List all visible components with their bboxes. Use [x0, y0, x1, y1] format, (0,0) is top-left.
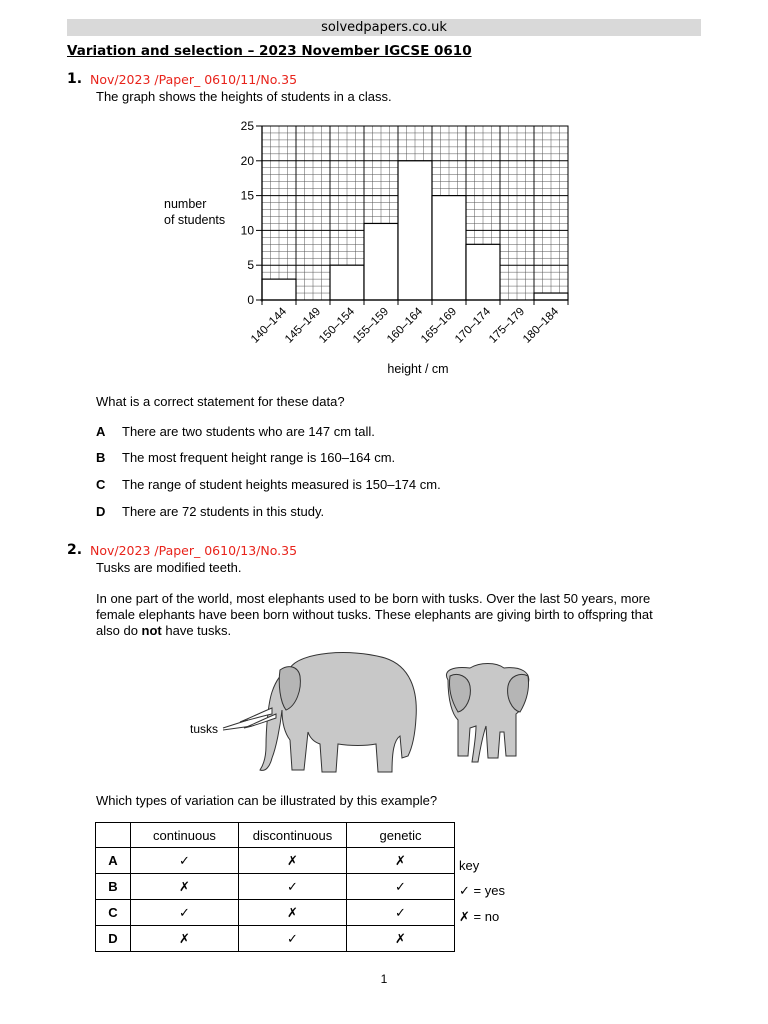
- header-continuous: continuous: [131, 823, 239, 848]
- histogram-bar: [398, 161, 432, 300]
- x-tick-label: 155–159: [350, 305, 392, 346]
- y-tick-label: 25: [240, 119, 254, 133]
- x-tick-label: 140–144: [248, 305, 290, 346]
- table-cell: ✓: [239, 874, 347, 900]
- q1-option-letter: D: [96, 504, 106, 519]
- key-yes: ✓ = yes: [459, 883, 505, 898]
- table-cell: ✓: [131, 900, 239, 926]
- y-axis-label: of students: [164, 213, 226, 227]
- table-cell: ✗: [347, 848, 455, 874]
- histogram-bar: [330, 265, 364, 300]
- y-tick-label: 5: [247, 258, 254, 273]
- q1-question: What is a correct statement for these data?: [96, 394, 345, 409]
- q2-paragraph-line: In one part of the world, most elephants used to be born with tusks. Over the last 50 years, more: [96, 591, 651, 606]
- histogram-bar: [534, 293, 568, 300]
- tusked-elephant-icon: [240, 653, 416, 772]
- q1-reference: Nov/2023 /Paper_ 0610/11/No.35: [90, 72, 298, 87]
- table-cell: ✗: [131, 926, 239, 952]
- y-tick-label: 10: [240, 223, 254, 238]
- histogram-bar: [432, 196, 466, 300]
- q2-number: 2.: [67, 542, 83, 558]
- histogram-bar: [364, 223, 398, 300]
- table-row: [96, 874, 455, 900]
- x-tick-label: 160–164: [384, 305, 426, 346]
- key-title: key: [459, 858, 480, 873]
- table-cell: ✗: [347, 926, 455, 952]
- y-tick-label: 0: [247, 293, 254, 307]
- table-cell: ✓: [239, 926, 347, 952]
- tusks-label: tusks: [190, 722, 219, 736]
- q2-paragraph-line: [96, 623, 231, 639]
- table-header-row: [96, 823, 455, 848]
- height-histogram: [150, 115, 590, 380]
- y-axis-label: number: [164, 197, 207, 211]
- q1-option-letter: B: [96, 450, 106, 465]
- histogram-bar: [262, 279, 296, 300]
- q2-intro: Tusks are modified teeth.: [96, 560, 242, 575]
- q2-reference: Nov/2023 /Paper_ 0610/13/No.35: [90, 543, 298, 558]
- x-tick-label: 175–179: [486, 305, 528, 346]
- histogram-bar: [466, 244, 500, 300]
- header-genetic: genetic: [347, 823, 455, 848]
- q1-option-letter: A: [96, 424, 106, 439]
- q2-text: have tusks.: [161, 623, 232, 638]
- table-cell: ✓: [347, 900, 455, 926]
- table-corner: [96, 823, 131, 848]
- x-tick-label: 180–184: [520, 305, 562, 346]
- variation-table: [95, 822, 455, 952]
- q2-paragraph-line: female elephants have been born without tusks. These elephants are giving birth to offspring that: [96, 607, 653, 622]
- x-tick-label: 165–169: [418, 305, 460, 346]
- x-tick-label: 145–149: [282, 305, 324, 346]
- x-tick-label: 170–174: [452, 305, 494, 346]
- x-tick-label: 150–154: [316, 305, 358, 346]
- row-letter: C: [96, 900, 131, 926]
- table-row: [96, 926, 455, 952]
- header-discontinuous: discontinuous: [239, 823, 347, 848]
- site-banner: solvedpapers.co.uk: [67, 19, 701, 36]
- q1-intro: The graph shows the heights of students in a class.: [96, 89, 392, 104]
- table-cell: ✓: [347, 874, 455, 900]
- y-tick-label: 15: [240, 188, 254, 203]
- row-letter: D: [96, 926, 131, 952]
- page-number: 1: [380, 972, 388, 986]
- q2-question: Which types of variation can be illustrated by this example?: [96, 793, 438, 808]
- table-cell: ✗: [131, 874, 239, 900]
- elephants-illustration: [180, 640, 560, 785]
- table-row: [96, 900, 455, 926]
- document-title: Variation and selection – 2023 November IGCSE 0610: [67, 43, 472, 59]
- tuskless-elephant-icon: [446, 664, 528, 763]
- y-tick-label: 20: [240, 153, 254, 168]
- table-cell: ✗: [239, 848, 347, 874]
- key-no: ✗ = no: [459, 909, 500, 924]
- q2-text: also do: [96, 623, 142, 638]
- q2-emphasis: not: [141, 623, 162, 638]
- q1-option-a: There are two students who are 147 cm tall.: [122, 424, 375, 439]
- q1-option-letter: C: [96, 477, 106, 492]
- table-row: [96, 848, 455, 874]
- x-axis-label: height / cm: [387, 362, 449, 376]
- q1-option-b: The most frequent height range is 160–164 cm.: [122, 450, 396, 465]
- q1-option-d: There are 72 students in this study.: [122, 504, 325, 519]
- row-letter: A: [96, 848, 131, 874]
- q1-option-c: The range of student heights measured is 150–174 cm.: [122, 477, 441, 492]
- table-cell: ✗: [239, 900, 347, 926]
- row-letter: B: [96, 874, 131, 900]
- q1-number: 1.: [67, 71, 83, 87]
- table-cell: ✓: [131, 848, 239, 874]
